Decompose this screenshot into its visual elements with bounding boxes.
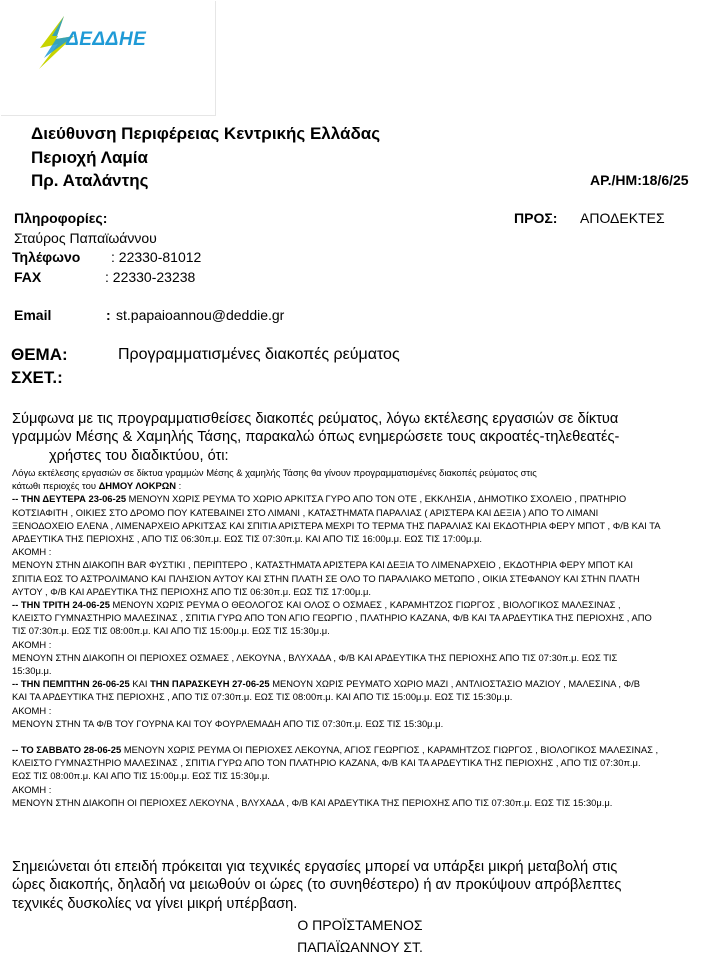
- outage-details: [12, 466, 712, 809]
- also-label: ΑΚΟΜΗ :: [12, 704, 52, 716]
- detail-line: ΜΕΝΟΥΝ ΣΤΗΝ ΔΙΑΚΟΠΗ ΟΙ ΠΕΡΙΟΧΕΣ ΛΕΚΟΥΝΑ , ΒΛΥΧΑΔΑ , Φ/Β ΚΑΙ ΑΡΔΕΥΤΙΚΑ ΤΗΣ ΠΕΡΙΟΧΗΣ ΑΠΟ ΤΙΣ 07:30π.μ. ΕΩΣ ΤΙΣ 15:30μ.μ.: [12, 796, 613, 808]
- detail-line: ΣΠΙΤΙΑ ΕΩΣ ΤΟ ΑΣΤΡΟΛΙΜΑΝΟ ΚΑΙ ΠΛΗΣΙΟΝ ΑΥΤΟΥ ΚΑΙ ΣΤΗΝ ΠΛΑΤΗ ΣΕ ΟΛΟ ΤΟ ΠΑΡΑΛΙΑΚΟ ΜΕΤΩΠΟ , ΟΙΚΙΑ ΣΤΕΦΑΝΟΥ ΚΑΙ ΣΤΗΝ ΠΛΑΤΗ: [12, 572, 640, 584]
- reference-number: ΑΡ./ΗΜ:18/6/25: [590, 172, 689, 188]
- detail-line: ΑΥΤΟΥ , Φ/Β ΚΑΙ ΑΡΔΕΥΤΙΚΑ ΤΗΣ ΠΕΡΙΟΧΗΣ ΑΠΟ ΤΙΣ 06:30π.μ. ΕΩΣ ΤΙΣ 17:00μ.μ.: [12, 585, 372, 597]
- day-heading: ΤΗΝ ΠΑΡΑΣΚΕΥΗ 27-06-25: [150, 678, 270, 690]
- detail-line: ΜΕΝΟΥΝ ΣΤΗΝ ΤΑ Φ/Β ΤΟΥ ΓΟΥΡΝΑ ΚΑΙ ΤΟΥ ΦΟΥΡΛΕΜΑΔΗ ΑΠΟ ΤΙΣ 07:30π.μ. ΕΩΣ ΤΙΣ 15:30μ.μ.: [12, 717, 444, 729]
- subject-label: ΘΕΜΑ:: [11, 345, 68, 364]
- info-label: Πληροφορίες:: [14, 210, 108, 226]
- email-value: st.papaioannou@deddie.gr: [116, 307, 285, 323]
- logo-text: ΔΕΔΔΗΕ: [66, 29, 147, 50]
- signature-name: ΠΑΠΑΪΩΑΝΝΟΥ ΣΤ.: [297, 939, 423, 955]
- detail-line: ΞΕΝΟΔΟΧΕΙΟ ΕΛΕΝΑ , ΛΙΜΕΝΑΡΧΕΙΟ ΑΡΚΙΤΣΑΣ ΚΑΙ ΣΠΙΤΙΑ ΑΡΙΣΤΕΡΑ ΜΕΧΡΙ ΤΟ ΤΕΡΜΑ ΤΗΣ ΠΑΡΑΛΙΑΣ ΚΑΙ ΕΚΔΟΤΗΡΙΑ ΦΕΡΥ ΜΠΟΤ , Φ/Β ΚΑΙ ΤΑ: [12, 519, 661, 531]
- header-unit: Πρ. Αταλάντης: [31, 171, 149, 190]
- header-direction: Διεύθυνση Περιφέρειας Κεντρικής Ελλάδας: [31, 124, 381, 143]
- also-label: ΑΚΟΜΗ :: [12, 546, 52, 558]
- intro-line: γραμμών Μέσης & Χαμηλής Τάσης, παρακαλώ όπως ενημερώσετε τους ακροατές-τηλεθεατές-: [12, 429, 620, 445]
- detail-line: ΜΕΝΟΥΝ ΣΤΗΝ ΔΙΑΚΟΠΗ BAR ΦΥΣΤΙΚΙ , ΠΕΡΙΠΤΕΡΟ , ΚΑΤΑΣΤΗΜΑΤΑ ΑΡΙΣΤΕΡΑ ΚΑΙ ΔΕΞΙΑ ΤΟ ΛΙΜΕΝΑΡΧΕΙΟ , ΕΚΔΟΤΗΡΙΑ ΦΕΡΥ ΜΠΟΤ ΚΑΙ: [12, 559, 633, 571]
- day-heading: -- ΤΗΝ ΠΕΜΠΤΗΝ 26-06-25: [12, 678, 130, 690]
- details-lead: Λόγω εκτέλεσης εργασιών σε δίκτυα γραμμών Μέσης & χαμηλής Τάσης θα γίνουν προγραμματισμένες διακοπές ρεύματος στις: [12, 467, 537, 478]
- note-line: Σημειώνεται ότι επειδή πρόκειται για τεχνικές εργασίες μπορεί να υπάρξει μικρή μεταβολή στις: [12, 859, 618, 875]
- reference-label: ΣΧΕΤ.:: [11, 368, 63, 387]
- note-line: τεχνικές δυσκολίες να γίνει μικρή υπέρβαση.: [12, 896, 298, 912]
- spacer: [12, 730, 712, 743]
- details-lead: κάτωθι περιοχές του ΔΗΜΟΥ ΛΟΚΡΩΝ :: [12, 480, 182, 492]
- saturday-entry: -- ΤΟ ΣΑΒΒΑΤΟ 28-06-25 ΜΕΝΟΥΝ ΧΩΡΙΣ ΡΕΥΜΑ ΟΙ ΠΕΡΙΟΧΕΣ ΛΕΚΟΥΝΑ, ΑΓΙΟΣ ΓΕΩΡΓΙΟΣ , ΚΑΡΑΜΗΤΖΟΣ ΓΙΩΡΓΟΣ , ΒΙΟΛΟΓΙΚΟΣ ΜΑΛΕΣΙΝΑΣ ,: [12, 744, 659, 756]
- phone-value: : 22330-81012: [111, 249, 202, 265]
- detail-line: ΚΑΙ ΤΑ ΑΡΔΕΥΤΙΚΑ ΤΗΣ ΠΕΡΙΟΧΗΣ , ΑΠΟ ΤΙΣ 07:30π.μ. ΕΩΣ ΤΙΣ 08:00π.μ. ΚΑΙ ΑΠΟ ΤΙΣ 15:00μ.μ. ΕΩΣ ΤΙΣ 15:30μ.μ.: [12, 691, 513, 703]
- thursday-friday-entry: -- ΤΗΝ ΠΕΜΠΤΗΝ 26-06-25 ΚΑΙ ΤΗΝ ΠΑΡΑΣΚΕΥΗ 27-06-25 ΜΕΝΟΥΝ ΧΩΡΙΣ ΡΕΥΜΑΤΟ ΧΩΡΙΟ ΜΑΖΙ , ΑΝΤΛΙΟΣΤΑΣΙΟ ΜΑΖΙΟΥ , ΜΑΛΕΣΙΝΑ , Φ/Β: [12, 678, 640, 690]
- contact-name: Σταύρος Παπαϊωάννου: [14, 230, 157, 246]
- email-colon: :: [106, 307, 111, 323]
- phone-label: Τηλέφωνο: [12, 249, 81, 265]
- detail-line: ΚΟΤΣΙΑΦΙΤΗ , ΟΙΚΙΕΣ ΣΤΟ ΔΡΟΜΟ ΠΟΥ ΚΑΤΕΒΑΙΝΕΙ ΣΤΟ ΛΙΜΑΝΙ , ΚΑΤΑΣΤΗΜΑΤΑ ΠΑΡΑΛΙΑΣ ( ΑΡΙΣΤΕΡΑ ΚΑΙ ΔΕΞΙΑ ) ΑΠΟ ΤΟ ΛΙΜΑΝΙ: [12, 506, 599, 518]
- fax-value: : 22330-23238: [105, 269, 196, 285]
- email-label: Email: [14, 307, 52, 323]
- detail-line: ΤΙΣ 07:30π.μ. ΕΩΣ ΤΙΣ 08:00π.μ. ΚΑΙ ΑΠΟ ΤΙΣ 15:00μ.μ. ΕΩΣ ΤΙΣ 15:30μ.μ.: [12, 625, 330, 637]
- subject-value: Προγραμματισμένες διακοπές ρεύματος: [118, 346, 400, 363]
- note-line: ώρες διακοπής, δηλαδή να μειωθούν οι ώρες (το συνηθέστερο) ή αν προκύψουν απρόβλεπτες: [12, 877, 622, 893]
- to-label: ΠΡΟΣ:: [514, 210, 558, 226]
- detail-line: ΕΩΣ ΤΙΣ 08:00π.μ. ΚΑΙ ΑΠΟ ΤΙΣ 15:00μ.μ. ΕΩΣ ΤΙΣ 15:30μ.μ.: [12, 770, 270, 782]
- municipality-name: ΔΗΜΟΥ ΛΟΚΡΩΝ: [98, 480, 177, 492]
- signature-title: Ο ΠΡΟΪΣΤΑΜΕΝΟΣ: [297, 917, 423, 933]
- also-label: ΑΚΟΜΗ :: [12, 783, 52, 795]
- also-label: ΑΚΟΜΗ :: [12, 638, 52, 650]
- fax-label: FAX: [14, 269, 42, 285]
- detail-line: ΚΛΕΙΣΤΟ ΓΥΜΝΑΣΤΗΡΙΟ ΜΑΛΕΣΙΝΑΣ , ΣΠΙΤΙΑ ΓΥΡΩ ΑΠΟ ΤΟΝ ΠΛΑΤΗΡΙΟ ΚΑΖΑΝΑ, Φ/Β ΚΑΙ ΤΑ ΑΡΔΕΥΤΙΚΑ ΤΗΣ ΠΕΡΙΟΧΗΣ , ΑΠΟ ΤΙΣ 07:30π.μ.: [12, 757, 641, 769]
- detail-line: ΑΡΔΕΥΤΙΚΑ ΤΗΣ ΠΕΡΙΟΧΗΣ , ΑΠΟ ΤΙΣ 06:30π.μ. ΕΩΣ ΤΙΣ 07:30π.μ. ΚΑΙ ΑΠΟ ΤΙΣ 16:00μ.μ. ΕΩΣ ΤΙΣ 17:00μ.μ.: [12, 533, 482, 545]
- intro-line: Σύμφωνα με τις προγραμματισθείσες διακοπές ρεύματος, λόγω εκτέλεσης εργασιών σε δίκτυα: [12, 411, 619, 427]
- logo-area: [0, 0, 215, 115]
- intro-line: χρήστες του διαδικτύου, ότι:: [49, 448, 229, 464]
- header-area: Περιοχή Λαμία: [31, 148, 148, 167]
- detail-line: ΚΛΕΙΣΤΟ ΓΥΜΝΑΣΤΗΡΙΟ ΜΑΛΕΣΙΝΑΣ , ΣΠΙΤΙΑ ΓΥΡΩ ΑΠΟ ΤΟΝ ΑΓΙΟ ΓΕΩΡΓΙΟ , ΠΛΑΤΗΡΙΟ ΚΑΖΑΝΑ, Φ/Β ΚΑΙ ΤΑ ΑΡΔΕΥΤΙΚΑ ΤΗΣ ΠΕΡΙΟΧΗΣ , ΑΠΟ: [12, 612, 652, 624]
- monday-entry: -- ΤΗΝ ΔΕΥΤΕΡΑ 23-06-25 ΜΕΝΟΥΝ ΧΩΡΙΣ ΡΕΥΜΑ ΤΟ ΧΩΡΙΟ ΑΡΚΙΤΣΑ ΓΥΡΟ ΑΠΟ ΤΟΝ ΟΤΕ , ΕΚΚΛΗΣΙΑ , ΔΗΜΟΤΙΚΟ ΣΧΟΛΕΙΟ , ΠΡΑΤΗΡΙΟ: [12, 493, 627, 505]
- day-heading: -- ΤΗΝ ΔΕΥΤΕΡΑ 23-06-25: [12, 493, 127, 505]
- day-heading: -- ΤΗΝ ΤΡΙΤΗ 24-06-25: [12, 599, 110, 611]
- to-value: ΑΠΟΔΕΚΤΕΣ: [580, 210, 665, 226]
- detail-line: ΜΕΝΟΥΝ ΣΤΗΝ ΔΙΑΚΟΠΗ ΟΙ ΠΕΡΙΟΧΕΣ ΟΣΜΑΕΣ , ΛΕΚΟΥΝΑ , ΒΛΥΧΑΔΑ , Φ/Β ΚΑΙ ΑΡΔΕΥΤΙΚΑ ΤΗΣ ΠΕΡΙΟΧΗΣ ΑΠΟ ΤΙΣ 07:30π.μ. ΕΩΣ ΤΙΣ: [12, 651, 618, 663]
- day-heading: -- ΤΟ ΣΑΒΒΑΤΟ 28-06-25: [12, 744, 122, 756]
- detail-line: 15:30μ.μ.: [12, 665, 52, 677]
- tuesday-entry: -- ΤΗΝ ΤΡΙΤΗ 24-06-25 ΜΕΝΟΥΝ ΧΩΡΙΣ ΡΕΥΜΑ Ο ΘΕΟΛΟΓΟΣ ΚΑΙ ΟΛΟΣ Ο ΟΣΜΑΕΣ , ΚΑΡΑΜΗΤΖΟΣ ΓΙΩΡΓΟΣ , ΒΙΟΛΟΓΙΚΟΣ ΜΑΛΕΣΙΝΑΣ ,: [12, 599, 621, 611]
